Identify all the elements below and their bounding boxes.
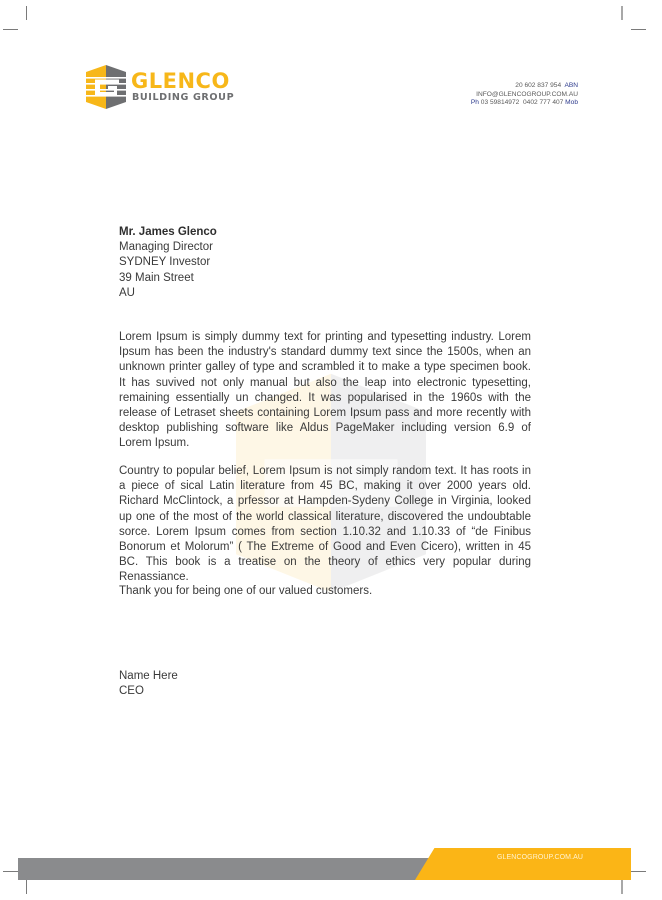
recipient-company: SYDNEY Investor — [119, 256, 211, 269]
email-address[interactable]: INFO@GLENCOGROUP.COM.AU — [476, 90, 578, 98]
phone-number[interactable]: 03 59814972 — [480, 99, 520, 106]
closing-line: Thank you for being one of our valued customers. — [119, 585, 373, 597]
recipient-street: 39 Main Street — [119, 271, 194, 284]
footer-website-link[interactable]: GLENCOGROUP.COM.AU — [497, 854, 584, 861]
footer-gray-band — [18, 858, 438, 880]
footer-yellow-band — [415, 848, 631, 880]
signature-block — [119, 669, 178, 699]
recipient-title: Managing Director — [119, 241, 213, 254]
mobile-label: Mob — [565, 99, 578, 106]
phone-line — [471, 99, 578, 108]
signer-title: CEO — [119, 685, 144, 698]
recipient-name: Mr. James Glenco — [119, 226, 217, 238]
crop-mark-bottom-left-horizontal — [3, 871, 18, 872]
crop-mark-top-left-horizontal — [3, 29, 18, 30]
brand-name: GLENCO — [131, 69, 230, 93]
crop-mark-top-left-vertical — [26, 6, 27, 20]
contact-info — [471, 82, 578, 108]
abn-number: 20 602 837 954 — [515, 82, 562, 89]
body-paragraph-1: Lorem Ipsum is simply dummy text for printing and typesetting industry. Lorem Ipsum has been the industry's standard dummy text since the 1500s, when an unknown printer galley of type and scrambled it to make a type specimen book. It has suvived not only manual but also the leap into electronic typesetting, remaining essentially un changed. It was popularised in the 1960s with the release of Letraset sheets containing Lorem Ipsum pass and more recently with desktop publishing software like Aldus PageMaker including version 6.9 of Lorem Ipsum. — [119, 331, 531, 450]
crop-mark-bottom-left-vertical — [26, 880, 27, 894]
crop-mark-top-right-vertical — [621, 6, 623, 20]
signer-name: Name Here — [119, 670, 178, 682]
mobile-number[interactable]: 0402 777 407 — [522, 99, 564, 106]
brand-tagline: BUILDING GROUP — [132, 92, 235, 103]
recipient-country: AU — [119, 286, 135, 299]
body-paragraph-2: Country to popular belief, Lorem Ipsum is not simply random text. It has roots in a piece of sical Latin literature from 45 BC, making it over 2000 years old. Richard McClintock, a prfessor at Hampden-Sydeny College in Virginia, looked up one of the most of the world classical literature, discovered the undoubtable sorce. Lorem Ipsum comes from section 1.10.32 and 1.10.33 of “de Finibus Bonorum et Molorum” ( The Extreme of Good and Even Cicero), written in 45 BC. This book is a treatise on the theory of ethics very popular during Renassiance. — [119, 465, 531, 584]
recipient-address — [119, 225, 217, 301]
abn-label: ABN — [564, 82, 578, 89]
building-g-logo-icon — [86, 64, 126, 110]
crop-mark-bottom-right-vertical — [621, 880, 623, 894]
crop-mark-bottom-right-horizontal — [631, 871, 646, 872]
crop-mark-top-right-horizontal — [631, 29, 646, 30]
email-line — [471, 91, 578, 100]
company-logo — [86, 64, 246, 112]
abn-line — [471, 82, 578, 91]
phone-label: Ph — [470, 99, 479, 106]
